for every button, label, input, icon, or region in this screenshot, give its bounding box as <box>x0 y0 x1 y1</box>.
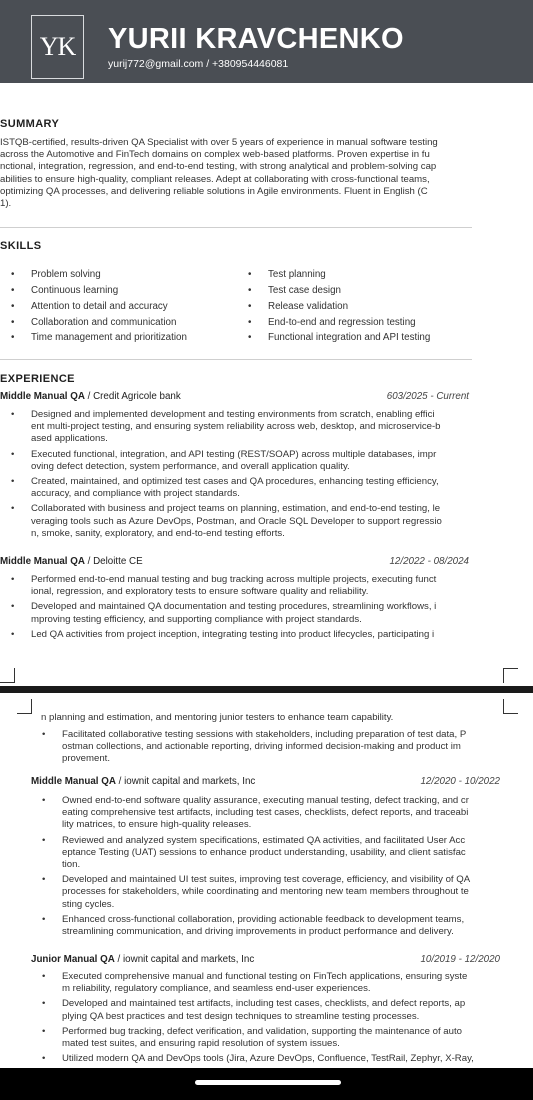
summary-line: across the Automotive and FinTech domains on complex web-based platforms. Proven expertise in fu <box>0 149 430 161</box>
section-divider <box>0 359 472 360</box>
summary-text <box>0 137 472 210</box>
job-company: / Credit Agricole bank <box>84 391 181 402</box>
job-dates: 10/2019 - 12/2020 <box>420 954 500 965</box>
job-bullets <box>62 971 502 1068</box>
job-title <box>0 391 181 402</box>
job-company: / iownit capital and markets, Inc <box>115 776 256 787</box>
summary-heading: SUMMARY <box>0 118 60 130</box>
skill-item: • Release validation <box>268 301 348 312</box>
skill-item: • Functional integration and API testing <box>268 332 430 343</box>
bullet-item: • Led QA activities from project inception, integrating testing into product lifecycles, participating i <box>31 629 471 641</box>
skill-item: • Test case design <box>268 285 341 296</box>
bullet-item: • Executed functional, integration, and API testing (REST/SOAP) across multiple databases, impr oving defect detection, system performance, and overall application quality. <box>31 449 471 473</box>
skill-item: • Attention to detail and accuracy <box>31 301 168 312</box>
job-bullets <box>31 574 471 644</box>
job-role: Middle Manual QA <box>0 556 85 567</box>
skill-item: • Continuous learning <box>31 285 118 296</box>
bullet-item: • Developed and maintained QA documentation and testing procedures, streamlining workflows, i mproving testing efficiency, and supporting compliance with project standards. <box>31 601 471 625</box>
resume-header <box>0 0 533 83</box>
summary-line: ISTQB-certified, results-driven QA Specialist with over 5 years of experience in manual software testing <box>0 137 438 148</box>
bullet-item: • Performed bug tracking, defect verification, and validation, supporting the maintenance of auto mated test suites, and ensuring rapid resolution of system issues. <box>62 1026 502 1050</box>
job-dates: 603/2025 - Current <box>386 391 469 402</box>
experience-heading: EXPERIENCE <box>0 373 75 385</box>
crop-mark <box>503 668 518 683</box>
skill-item: • Time management and prioritization <box>31 332 187 343</box>
candidate-name: YURII KRAVCHENKO <box>108 23 404 55</box>
skill-item: • Collaboration and communication <box>31 317 176 328</box>
bullet-item: • Reviewed and analyzed system specifications, estimated QA activities, and facilitated User Acc eptance Testing (UAT) sessions to enhance product understanding, usability, and client satisfac tion. <box>62 835 502 872</box>
summary-line: optimizing QA processes, and delivering reliable solutions in Agile environments. Fluent in English (C <box>0 185 428 197</box>
bullet-item: • Utilized modern QA and DevOps tools (Jira, Azure DevOps, Confluence, TestRail, Zephyr, X-Ray, <box>62 1053 502 1065</box>
page-break <box>0 686 533 693</box>
job-title <box>31 954 254 965</box>
crop-mark <box>503 699 518 714</box>
job-bullets <box>62 729 502 769</box>
crop-mark <box>0 668 15 683</box>
job-bullets <box>31 409 471 543</box>
job-title <box>31 776 255 787</box>
skill-item: • End-to-end and regression testing <box>268 317 416 328</box>
summary-line: 1). <box>0 198 12 210</box>
skill-item: • Problem solving <box>31 269 101 280</box>
skill-item: • Test planning <box>268 269 326 280</box>
bullet-item: • Developed and maintained test artifacts, including test cases, checklists, and defect reports, ap plying QA best practices and test design techniques to streamline testing processes. <box>62 998 502 1022</box>
job-dates: 12/2020 - 10/2022 <box>420 776 500 787</box>
job-dates: 12/2022 - 08/2024 <box>389 556 469 567</box>
job-company: / Deloitte CE <box>84 556 143 567</box>
job-title <box>0 556 143 567</box>
job-role: Middle Manual QA <box>0 391 85 402</box>
crop-mark <box>17 699 32 714</box>
bullet-continuation: n planning and estimation, and mentoring junior testers to enhance team capability. <box>41 712 394 723</box>
bullet-item: • Performed end-to-end manual testing and bug tracking across multiple projects, executing funct ional, regression, and exploratory tests to ensure software quality and reliability. <box>31 574 471 598</box>
bullet-item: • Created, maintained, and optimized test cases and QA procedures, enhancing testing efficiency, accuracy, and compliance with project standards. <box>31 476 471 500</box>
job-role: Middle Manual QA <box>31 776 116 787</box>
job-company: / iownit capital and markets, Inc <box>114 954 255 965</box>
bullet-item: • Facilitated collaborative testing sessions with stakeholders, including preparation of test data, P ostman collections, and actionable reporting, driving informed decision-making and product im provement. <box>62 729 502 766</box>
job-role: Junior Manual QA <box>31 954 115 965</box>
job-bullets <box>62 795 502 941</box>
monogram-logo: YK <box>31 15 84 79</box>
section-divider <box>0 227 472 228</box>
bullet-item: • Collaborated with business and project teams on planning, estimation, and end-to-end testing, le veraging tools such as Azure DevOps, Postman, and Oracle SQL Developer to support regressio n, smoke, sanity, exploratory, and end-to-end testing efforts. <box>31 503 471 540</box>
bullet-item: • Executed comprehensive manual and functional testing on FinTech applications, ensuring syste m reliability, regulatory compliance, and seamless end-user experiences. <box>62 971 502 995</box>
bullet-item: • Enhanced cross-functional collaboration, providing actionable feedback to development teams, streamlining communication, and driving improvements in product performance and delivery. <box>62 914 502 938</box>
bullet-item: • Developed and maintained UI test suites, improving test coverage, efficiency, and visibility of QA processes for stakeholders, while coordinating and mentoring new team members throughout te sting cycles. <box>62 874 502 911</box>
bullet-item: • Owned end-to-end software quality assurance, executing manual testing, defect tracking, and cr eating comprehensive test artifacts, including test cases, checklists, defect reports, and traceabi lity matrices, to ensure high-quality releases. <box>62 795 502 832</box>
bullet-item: • Designed and implemented development and testing environments from scratch, enabling effici ent multi-project testing, and ensuring system reliability across web, desktop, and microservice-b ased applications. <box>31 409 471 446</box>
summary-line: abilities to ensure high-quality, compliant releases. Adept at collaborating with cross-functional teams, <box>0 173 430 185</box>
contact-info: yurij772@gmail.com / +380954446081 <box>108 58 289 70</box>
home-indicator[interactable] <box>195 1080 341 1085</box>
summary-line: nctional, integration, regression, and end-to-end testing, with strong analytical and problem-solving cap <box>0 161 437 173</box>
skills-heading: SKILLS <box>0 240 42 252</box>
